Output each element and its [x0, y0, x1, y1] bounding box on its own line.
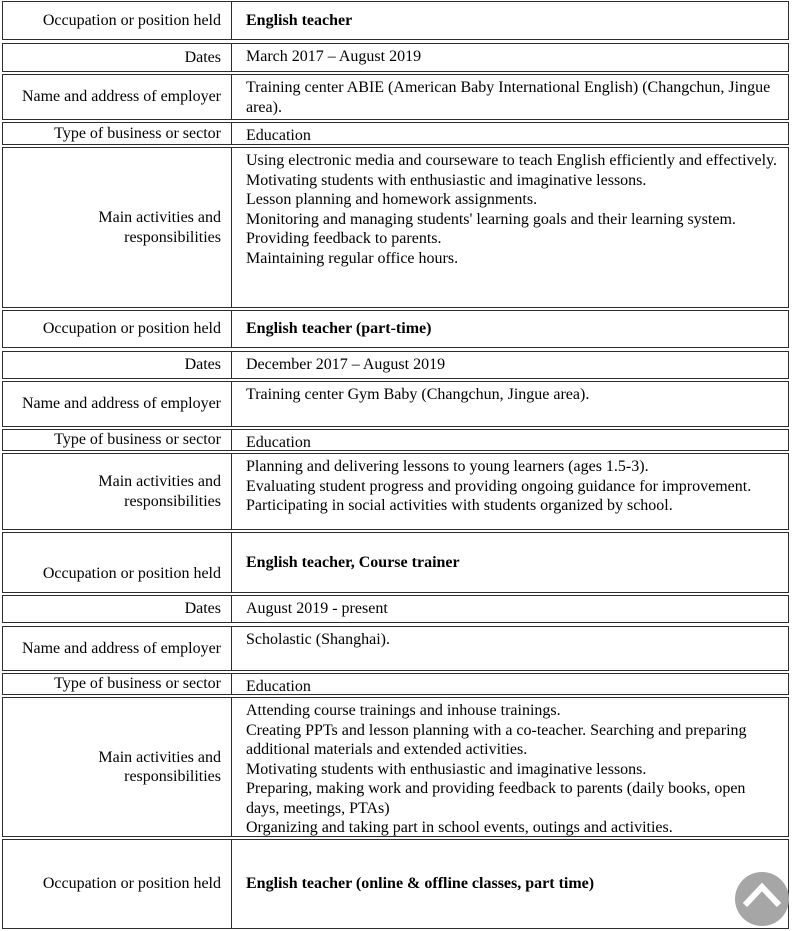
row-label-sector: Type of business or sector	[3, 674, 232, 694]
table-row	[2, 839, 789, 929]
row-label-dates: Dates	[3, 44, 232, 71]
activity-line: Using electronic media and courseware to teach English efficiently and effectively.	[246, 152, 778, 169]
activity-line: Organizing and taking part in school events, outings and activities.	[246, 819, 673, 836]
activity-line: Evaluating student progress and providing ongoing guidance for improvement.	[246, 477, 752, 495]
table-row	[2, 1, 789, 40]
table-row	[2, 310, 789, 348]
activity-line: Preparing, making work and providing feedback to parents (daily books, open days, meetings, PTAs)	[246, 780, 746, 817]
activity-line: Lesson planning and homework assignments.	[246, 191, 538, 208]
dates-value: August 2019 - present	[246, 600, 388, 617]
activity-line: Maintaining regular office hours.	[246, 249, 459, 267]
activity-line: Motivating students with enthusiastic and imaginative lessons.	[246, 171, 647, 189]
activities-list	[232, 698, 788, 836]
row-label-occupation: Occupation or position held	[3, 2, 232, 39]
table-row	[2, 626, 789, 671]
table-row	[2, 673, 789, 695]
row-label-occupation: Occupation or position held	[3, 311, 232, 347]
occupation-value: English teacher (part-time)	[246, 320, 432, 338]
activities-list	[232, 454, 788, 529]
activity-line: Planning and delivering lessons to young learners (ages 1.5-3).	[246, 458, 649, 475]
occupation-value: English teacher, Course trainer	[246, 553, 460, 571]
occupation-value: English teacher (online & offline classes, part time)	[246, 875, 595, 893]
row-label-activities: Main activities and responsibilities	[3, 148, 232, 307]
dates-value: December 2017 – August 2019	[246, 356, 446, 373]
chevron-up-icon	[735, 872, 789, 926]
activity-line: Creating PPTs and lesson planning with a co-teacher. Searching and preparing additional materials and extended activities.	[246, 721, 747, 758]
activity-line: Providing feedback to parents.	[246, 230, 442, 247]
row-label-sector: Type of business or sector	[3, 123, 232, 144]
table-row	[2, 351, 789, 379]
row-label-activities: Main activities and responsibilities	[3, 698, 232, 836]
employer-value: Scholastic (Shanghai).	[246, 631, 390, 648]
table-row	[2, 74, 789, 120]
table-row	[2, 147, 789, 308]
row-label-dates: Dates	[3, 596, 232, 622]
occupation-value: English teacher	[246, 11, 353, 29]
row-label-employer: Name and address of employer	[3, 382, 232, 426]
activity-line: Monitoring and managing students' learning goals and their learning system.	[246, 210, 736, 228]
row-label-occupation: Occupation or position held	[3, 533, 232, 592]
activity-line: Motivating students with enthusiastic and imaginative lessons.	[246, 760, 647, 778]
row-label-employer: Name and address of employer	[3, 75, 232, 119]
table-row	[2, 429, 789, 451]
table-row	[2, 381, 789, 427]
table-row	[2, 697, 789, 837]
row-label-sector: Type of business or sector	[3, 430, 232, 450]
activities-list	[232, 148, 788, 307]
row-label-dates: Dates	[3, 352, 232, 378]
dates-value: March 2017 – August 2019	[246, 48, 422, 65]
sector-value: Education	[246, 127, 311, 144]
table-row	[2, 595, 789, 623]
table-row	[2, 43, 789, 72]
scroll-to-top-button[interactable]	[735, 872, 789, 926]
activity-line: Participating in social activities with students organized by school.	[246, 497, 673, 514]
sector-value: Education	[246, 678, 311, 695]
sector-value: Education	[246, 434, 311, 451]
row-label-occupation: Occupation or position held	[3, 840, 232, 928]
row-label-activities: Main activities and responsibilities	[3, 454, 232, 529]
table-row	[2, 453, 789, 530]
activity-line: Attending course trainings and inhouse trainings.	[246, 702, 561, 719]
employer-value: Training center ABIE (American Baby International English) (Changchun, Jingue area).	[246, 79, 771, 116]
table-row	[2, 122, 789, 145]
table-row	[2, 532, 789, 593]
employer-value: Training center Gym Baby (Changchun, Jingue area).	[246, 386, 590, 403]
cv-work-experience-table	[2, 1, 789, 931]
row-label-employer: Name and address of employer	[3, 627, 232, 670]
